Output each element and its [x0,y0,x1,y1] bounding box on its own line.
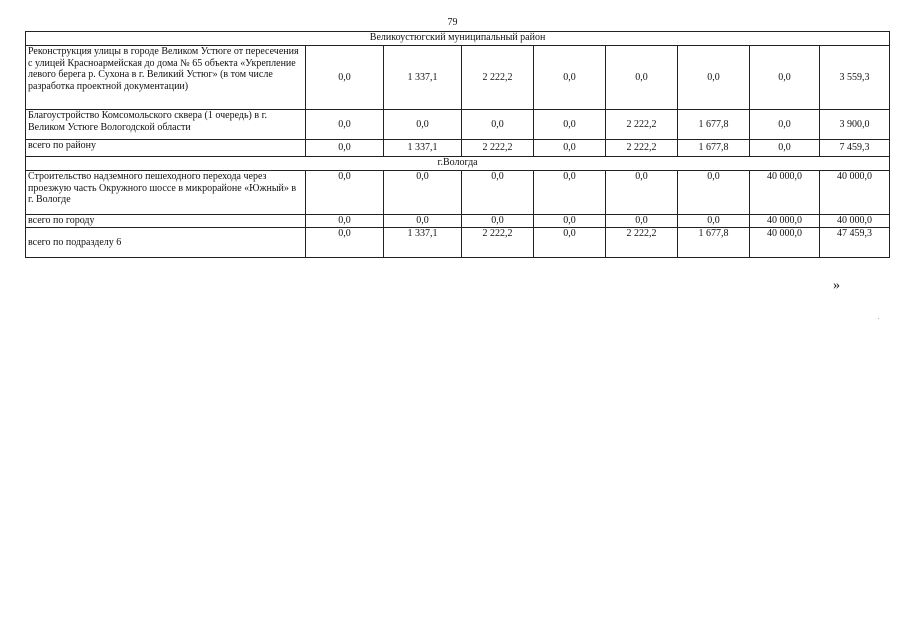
value-cell: 0,0 [606,46,678,110]
row-name: Строительство надземного пешеходного перехода через проезжую часть Окружного шоссе в микрорайоне «Южный» в г. Вологде [26,171,306,215]
total-cell: 40 000,0 [820,215,890,228]
value-cell: 0,0 [306,171,384,215]
value-cell: 2 222,2 [606,140,678,157]
value-cell: 0,0 [678,171,750,215]
grand-total-row [26,228,890,258]
total-cell: 3 559,3 [820,46,890,110]
table-row [26,171,890,215]
table-row [26,110,890,140]
value-cell: 0,0 [750,110,820,140]
budget-table [25,31,890,258]
value-cell: 0,0 [462,215,534,228]
value-cell: 0,0 [306,215,384,228]
value-cell: 2 222,2 [462,228,534,258]
row-name: Благоустройство Комсомольского сквера (1 очередь) в г. Великом Устюге Вологодской области [26,110,306,140]
row-name: всего по району [26,140,306,157]
value-cell: 0,0 [534,215,606,228]
value-cell: 0,0 [606,215,678,228]
value-cell: 1 677,8 [678,140,750,157]
value-cell: 1 337,1 [384,140,462,157]
row-name: всего по городу [26,215,306,228]
value-cell: 0,0 [678,215,750,228]
value-cell: 0,0 [534,140,606,157]
value-cell: 0,0 [306,140,384,157]
value-cell: 0,0 [462,110,534,140]
value-cell: 2 222,2 [606,110,678,140]
value-cell: 0,0 [462,171,534,215]
page-number: 79 [447,17,458,28]
value-cell: 0,0 [534,46,606,110]
value-cell: 1 677,8 [678,228,750,258]
table-row [26,46,890,110]
value-cell: 1 677,8 [678,110,750,140]
section-header-row [26,157,890,171]
row-name: всего по подразделу 6 [26,228,306,258]
section-header-row [26,32,890,46]
value-cell: 0,0 [750,46,820,110]
value-cell: 0,0 [534,110,606,140]
section-title: г.Вологда [26,157,890,171]
value-cell: 2 222,2 [606,228,678,258]
total-cell: 47 459,3 [820,228,890,258]
value-cell: 0,0 [534,171,606,215]
value-cell: 0,0 [678,46,750,110]
closing-quote-mark: » [833,278,840,293]
subtotal-row [26,140,890,157]
subtotal-row [26,215,890,228]
value-cell: 2 222,2 [462,46,534,110]
value-cell: 0,0 [606,171,678,215]
value-cell: 0,0 [384,215,462,228]
value-cell: 0,0 [384,110,462,140]
scan-speck [878,318,879,319]
value-cell: 40 000,0 [750,228,820,258]
value-cell: 1 337,1 [384,46,462,110]
value-cell: 1 337,1 [384,228,462,258]
value-cell: 0,0 [384,171,462,215]
value-cell: 0,0 [306,110,384,140]
row-name: Реконструкция улицы в городе Великом Устюге от пересечения с улицей Красноармейская до дома № 65 объекта «Укрепление левого берега р. Сухона в г. Великий Устюг» (в том числе разработка проектной документации) [26,46,306,110]
value-cell: 0,0 [306,46,384,110]
value-cell: 40 000,0 [750,171,820,215]
total-cell: 40 000,0 [820,171,890,215]
value-cell: 2 222,2 [462,140,534,157]
value-cell: 0,0 [534,228,606,258]
section-title: Великоустюгский муниципальный район [26,32,890,46]
value-cell: 0,0 [306,228,384,258]
total-cell: 7 459,3 [820,140,890,157]
value-cell: 40 000,0 [750,215,820,228]
total-cell: 3 900,0 [820,110,890,140]
value-cell: 0,0 [750,140,820,157]
